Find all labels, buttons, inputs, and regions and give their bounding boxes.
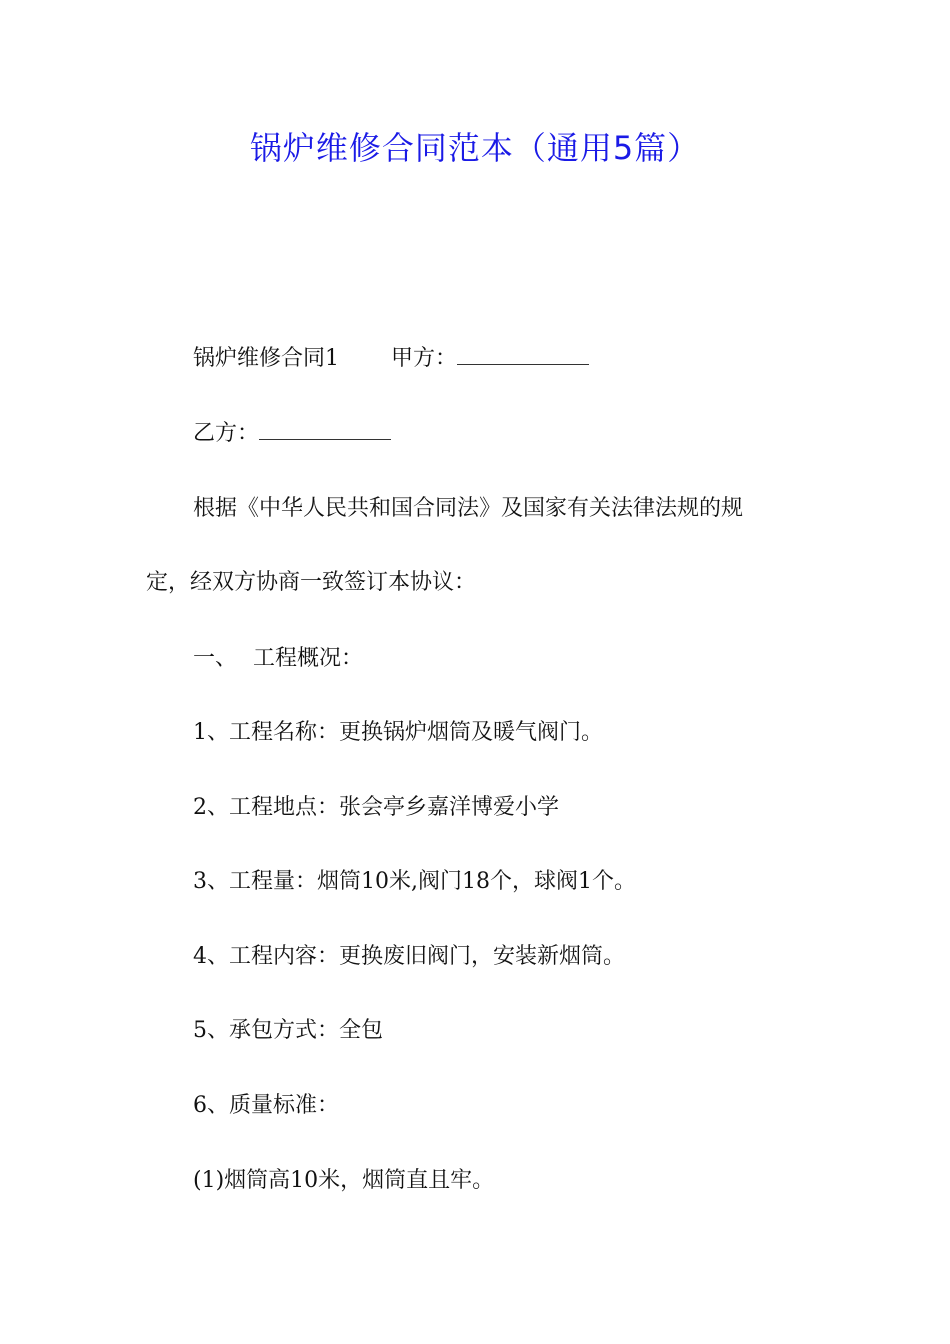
contract-heading: 锅炉维修合同1 [193,346,339,371]
list-item: 4、工程内容：更换废旧阀门，安装新烟筒。 [193,944,625,969]
list-item: 1、工程名称：更换锅炉烟筒及暖气阀门。 [193,720,603,745]
list-item: 6、质量标准： [193,1093,339,1118]
list-item: 5、承包方式：全包 [193,1018,383,1043]
party-b-label: 乙方： [193,421,260,446]
party-b-line [193,418,391,450]
list-item: 2、工程地点：张会亭乡嘉洋博爱小学 [193,795,559,820]
section-1-heading [193,643,363,675]
contract-heading-line [193,343,589,375]
party-a-blank [457,344,589,365]
paragraph-1-line-2: 定，经双方协商一致签订本协议： [146,570,477,595]
document-title: 锅炉维修合同范本（通用5篇） [249,129,701,167]
party-a-label: 甲方： [391,346,458,371]
sub-list-item: (1)烟筒高10米，烟筒直且牢。 [193,1168,495,1193]
section-1-number: 一、 [193,646,238,671]
section-1-title: 工程概况： [253,646,364,671]
party-b-blank [259,419,391,440]
paragraph-1-line-1: 根据《中华人民共和国合同法》及国家有关法律法规的规 [193,496,744,521]
list-item: 3、工程量：烟筒10米,阀门18个，球阀1个。 [193,869,636,894]
